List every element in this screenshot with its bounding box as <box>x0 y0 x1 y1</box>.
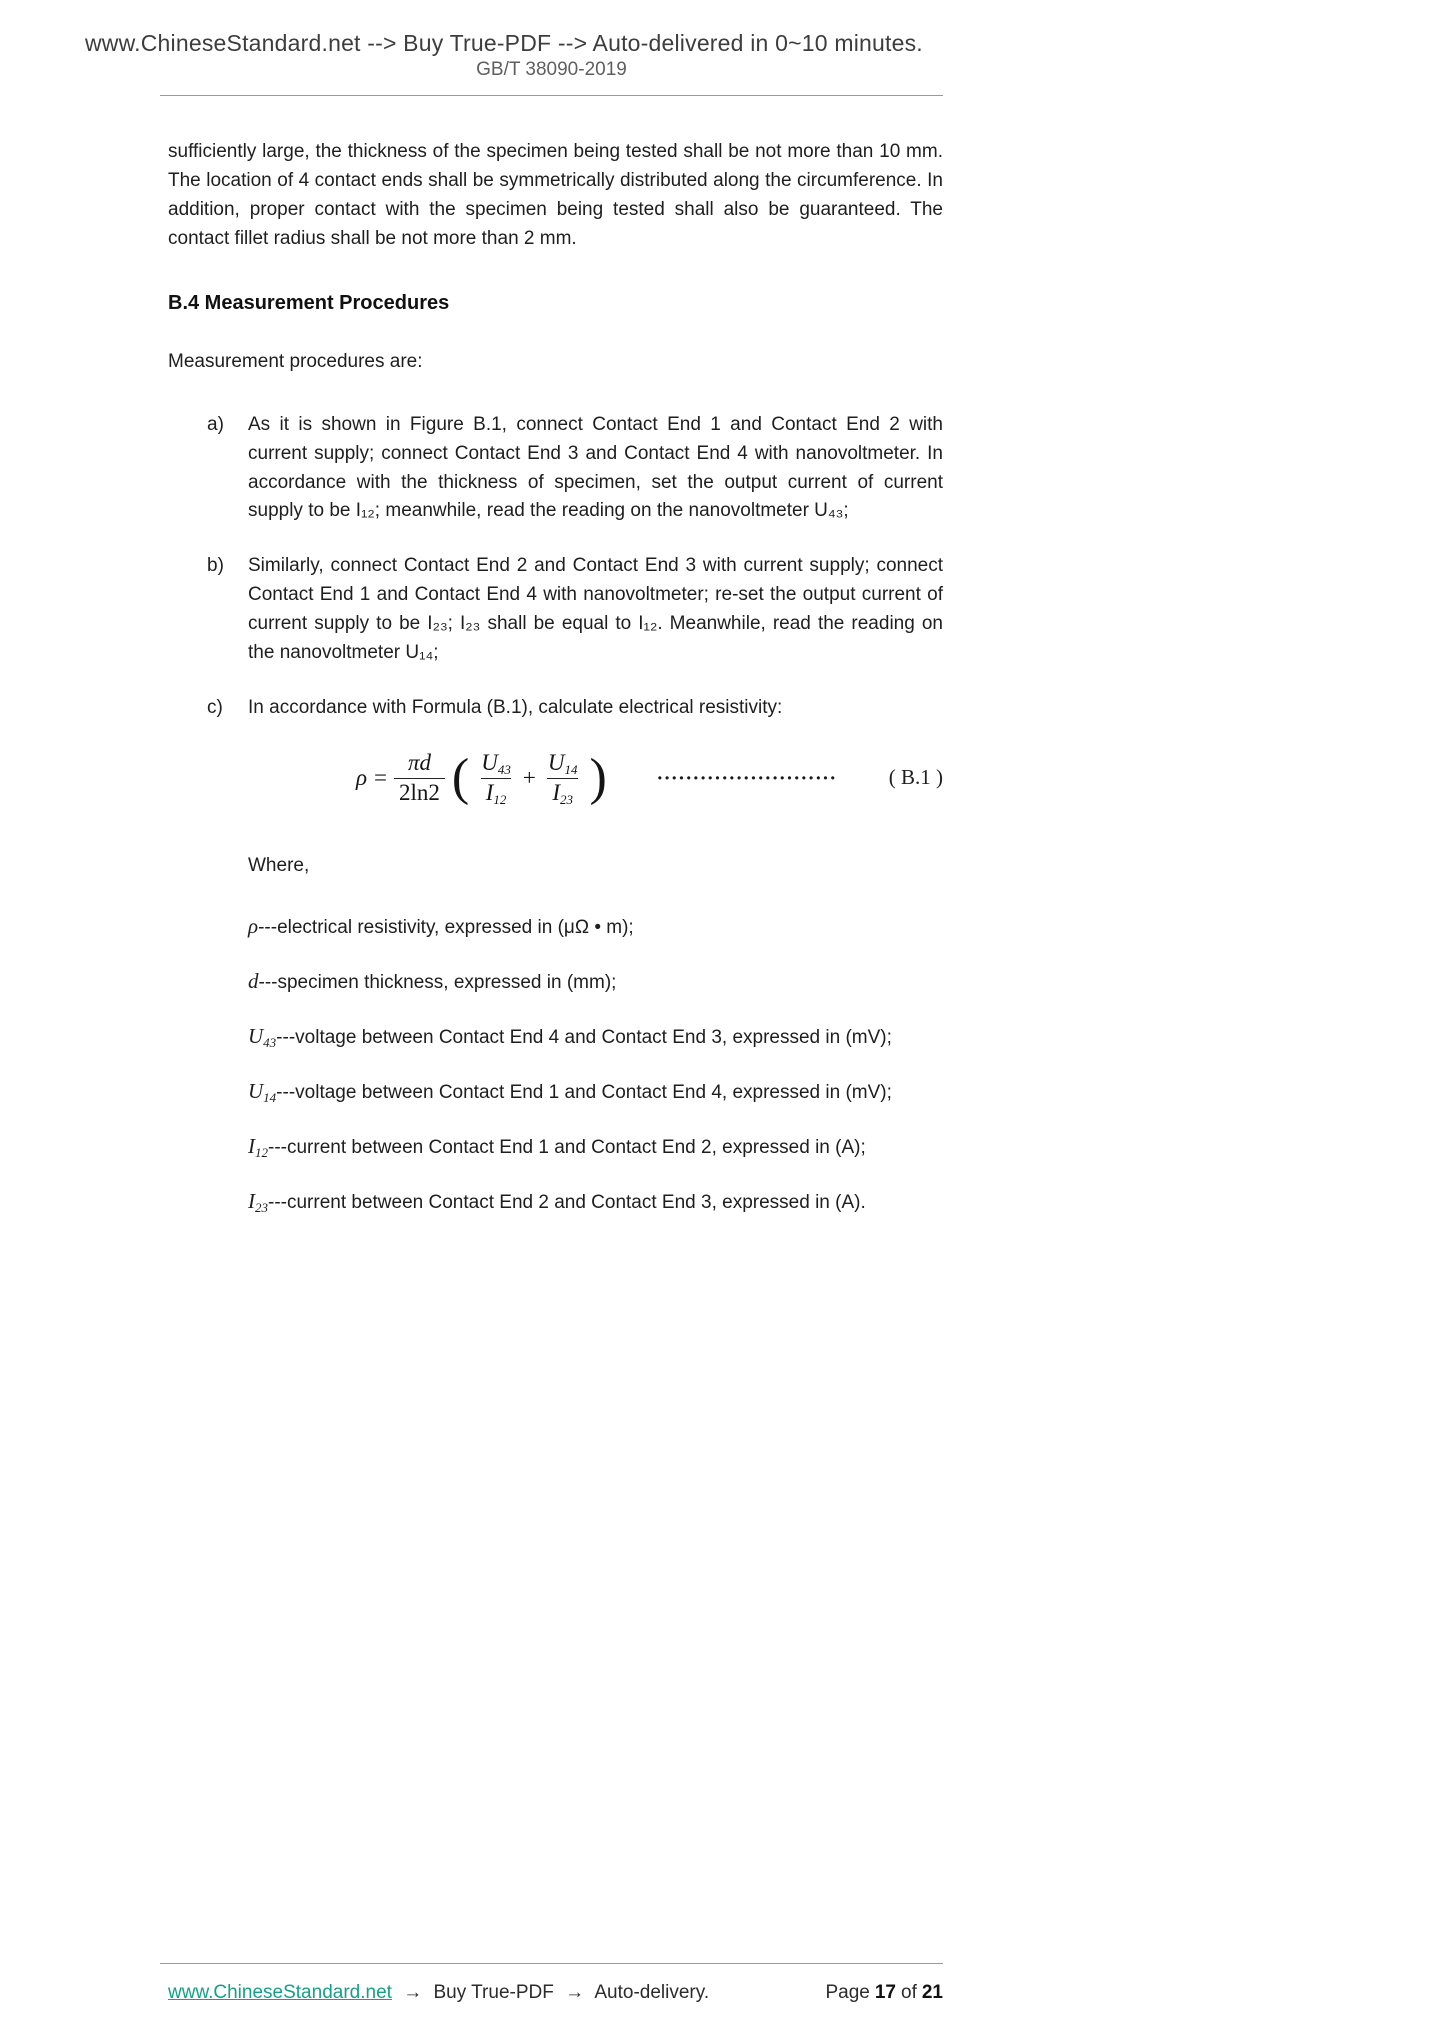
definition-term: U <box>248 1023 264 1048</box>
definition-text: ---electrical resistivity, expressed in (μΩ • m); <box>258 917 634 939</box>
definition-subscript: 23 <box>255 1199 268 1215</box>
plus-sign: + <box>522 764 536 790</box>
total-pages: 21 <box>921 1982 943 2003</box>
equals-sign: = <box>374 764 388 790</box>
rho-symbol: ρ <box>356 764 368 790</box>
definition-d <box>248 966 943 998</box>
fraction-u43-i12 <box>476 749 516 809</box>
definition-term: ρ <box>248 914 259 939</box>
var-u: U <box>547 749 565 775</box>
list-label-b: b) <box>207 555 224 577</box>
list-text-c: In accordance with Formula (B.1), calculate electrical resistivity: <box>248 696 783 718</box>
page-number: 17 <box>874 1982 896 2003</box>
of-label: of <box>901 1982 917 2003</box>
definition-text: ---current between Contact End 2 and Contact End 3, expressed in (A). <box>268 1191 866 1213</box>
subscript-12: 12 <box>493 791 507 807</box>
definition-term: U <box>248 1078 264 1103</box>
definition-term: d <box>248 968 259 993</box>
page-label: Page <box>825 1982 870 2003</box>
subscript-23: 23 <box>560 791 573 807</box>
subscript-43: 43 <box>497 761 511 777</box>
definition-text: ---voltage between Contact End 1 and Contact End 4, expressed in (mV); <box>276 1081 892 1103</box>
header-promo-text: www.ChineseStandard.net --> Buy True-PDF --> Auto-delivered in 0~10 minutes. <box>85 30 923 56</box>
footer-site-link[interactable]: www.ChineseStandard.net <box>168 1982 392 2003</box>
page-indicator <box>820 1982 943 2004</box>
section-heading: B.4 Measurement Procedures <box>168 291 450 314</box>
header-doc-number: GB/T 38090-2019 <box>476 59 627 80</box>
page-footer <box>0 1949 1445 2044</box>
definition-text: ---current between Contact End 1 and Contact End 2, expressed in (A); <box>268 1136 866 1158</box>
arrow-right-icon: → <box>565 1982 585 2003</box>
list-text-a: As it is shown in Figure B.1, connect Contact End 1 and Contact End 2 with current supply; connect Contact End 3 and Contact End 4 with nanovoltmeter. In accordance with the thickness of specimen, set the output current of current supply to be I₁₂; meanwhile, read the reading on the nanovoltmeter U₄₃; <box>248 413 943 522</box>
footer-left <box>168 1982 820 2004</box>
definition-subscript: 43 <box>263 1034 277 1050</box>
fraction-denominator <box>547 778 578 808</box>
subscript-14: 14 <box>564 761 578 777</box>
list-label-a: a) <box>207 413 224 435</box>
var-u: U <box>481 749 498 775</box>
footer-divider <box>160 1963 943 1964</box>
document-body <box>168 138 943 1217</box>
definition-subscript: 12 <box>255 1144 268 1160</box>
fraction-numerator <box>476 749 516 778</box>
procedures-lead: Measurement procedures are: <box>168 350 423 372</box>
definition-u14 <box>248 1076 943 1108</box>
leader-dots: ••••••••••••••••••••••••• <box>657 771 838 786</box>
formula-b1 <box>248 749 943 809</box>
var-i: I <box>552 779 560 805</box>
continuation-paragraph: sufficiently large, the thickness of the specimen being tested shall be not more than 10 mm. The location of 4 contact ends shall be symmetrically distributed along the circumference. In addition, proper contact with the specimen being tested shall also be guaranteed. The contact fillet radius shall be not more than 2 mm. <box>168 141 943 249</box>
fraction-denominator <box>481 778 512 808</box>
definition-text: ---voltage between Contact End 4 and Contact End 3, expressed in (mV); <box>276 1026 892 1048</box>
open-paren: ( <box>451 748 470 806</box>
definition-term: I <box>248 1133 255 1158</box>
var-i: I <box>485 779 494 805</box>
fraction-numerator <box>403 749 436 778</box>
definition-term: I <box>248 1188 255 1213</box>
list-item-a <box>168 411 943 527</box>
footer-delivery-text: Auto-delivery. <box>594 1982 710 2003</box>
definition-subscript: 14 <box>263 1089 277 1105</box>
pi-d-term: πd <box>407 750 431 776</box>
list-item-b <box>168 552 943 668</box>
formula-math <box>356 749 607 809</box>
footer-row <box>168 1982 943 2004</box>
close-paren: ) <box>589 748 607 806</box>
list-text-b: Similarly, connect Contact End 2 and Contact End 3 with current supply; connect Contact End 1 and Contact End 4 with nanovoltmeter; re-set the output current of current supply to be I₂₃; I₂₃ shall be equal to I₁₂. Meanwhile, read the reading on the nanovoltmeter U₁₄; <box>248 555 943 663</box>
list-item-c <box>168 694 943 723</box>
fraction-pid-2ln2 <box>394 749 445 808</box>
footer-buy-text: Buy True-PDF <box>433 1982 554 2003</box>
list-label-c: c) <box>207 696 223 718</box>
definition-text: ---specimen thickness, expressed in (mm); <box>258 971 617 993</box>
arrow-right-icon: → <box>403 1982 423 2003</box>
fraction-denominator: 2ln2 <box>394 778 445 808</box>
definition-u43 <box>248 1021 943 1053</box>
fraction-numerator <box>543 749 583 778</box>
definition-i23 <box>248 1186 943 1218</box>
header-divider <box>160 95 943 96</box>
page-header <box>0 30 1445 96</box>
formula-number-tag: ( B.1 ) <box>888 765 943 790</box>
fraction-u14-i23 <box>543 749 583 809</box>
where-label: Where, <box>248 855 310 877</box>
definition-i12 <box>248 1131 943 1163</box>
definition-rho <box>248 911 943 943</box>
